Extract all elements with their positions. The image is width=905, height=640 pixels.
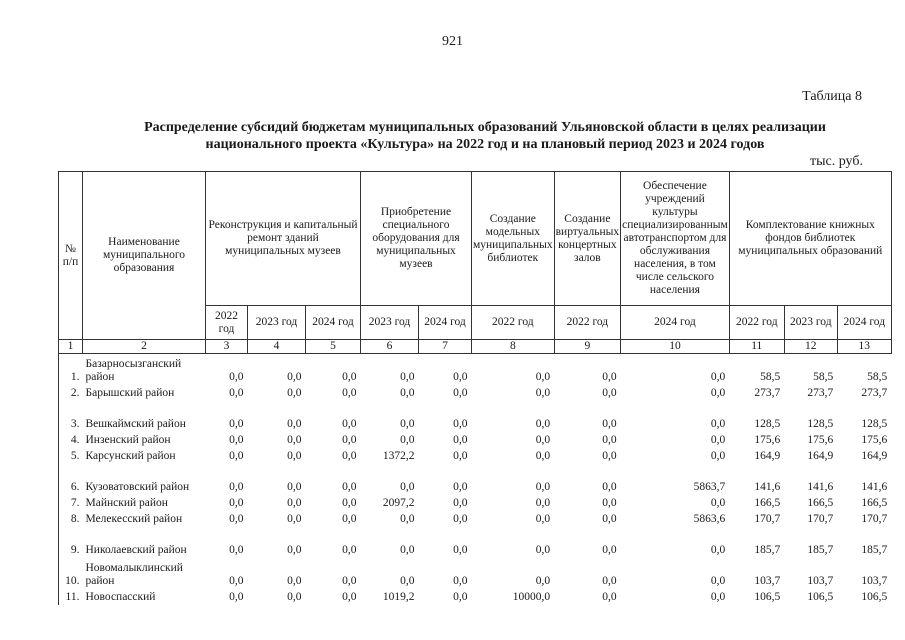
header-model-libraries: Создание модельных муниципальных библиотек [472, 172, 555, 306]
value-cell: 185,7 [861, 543, 888, 556]
value-cell: 141,6 [807, 480, 834, 493]
value-cell: 0,0 [602, 512, 617, 525]
value-cell: 0,0 [453, 433, 468, 446]
table-row [59, 558, 892, 589]
value-cell: 103,7 [861, 574, 888, 587]
value-cell: 0,0 [602, 496, 617, 509]
row-number: 5. [59, 448, 83, 464]
table-row [59, 385, 892, 401]
value-cell: 175,6 [807, 433, 834, 446]
value-cell: 0,0 [342, 574, 357, 587]
column-number: 13 [837, 340, 891, 354]
value-cell: 5863,7 [693, 480, 726, 493]
value-cell: 103,7 [754, 574, 781, 587]
table-row [59, 495, 892, 511]
value-cell: 0,0 [400, 574, 415, 587]
value-cell: 0,0 [710, 386, 726, 399]
value-cell: 1372,2 [382, 449, 415, 462]
row-number: 9. [59, 527, 83, 558]
column-number: 2 [83, 340, 206, 354]
header-year: 2024 год [306, 306, 361, 340]
value-cell: 0,0 [400, 433, 415, 446]
value-cell: 0,0 [287, 370, 302, 383]
value-cell: 106,5 [754, 590, 781, 603]
header-transport: Обеспечение учреждений культуры специализированным автотранспортом для обслуживания населения, в том числе сельского населения [621, 172, 730, 306]
value-cell: 164,9 [754, 449, 781, 462]
header-year: 2023 год [361, 306, 419, 340]
value-cell: 0,0 [453, 480, 468, 493]
title-line-1: Распределение субсидий бюджетам муниципальных образований Ульяновской области в целях реализации [144, 120, 826, 135]
value-cell: 2097,2 [382, 496, 415, 509]
value-cell: 0,0 [229, 449, 244, 462]
value-cell: 0,0 [535, 574, 551, 587]
title-line-2: национального проекта «Культура» на 2022 год и на плановый период 2023 и 2024 годов [205, 137, 765, 152]
value-cell: 0,0 [602, 480, 617, 493]
value-cell: 0,0 [602, 433, 617, 446]
value-cell: 0,0 [229, 480, 244, 493]
value-cell: 0,0 [342, 590, 357, 603]
value-cell: 58,5 [760, 370, 781, 383]
value-cell: 0,0 [342, 370, 357, 383]
municipality-name: Новоспасский [85, 590, 156, 603]
value-cell: 0,0 [287, 449, 302, 462]
table-row [59, 464, 892, 495]
header-year: 2024 год [419, 306, 472, 340]
value-cell: 141,6 [754, 480, 781, 493]
value-cell: 103,7 [807, 574, 834, 587]
header-reconstruction: Реконструкция и капитальный ремонт зданий муниципальных музеев [206, 172, 361, 306]
municipality-name: Мелекесский район [85, 512, 183, 525]
value-cell: 166,5 [861, 496, 888, 509]
row-number: 3. [59, 401, 83, 432]
value-cell: 0,0 [287, 433, 302, 446]
value-cell: 0,0 [602, 543, 617, 556]
column-number: 6 [361, 340, 419, 354]
row-number: 7. [59, 495, 83, 511]
municipality-name: Кузоватовский район [85, 480, 190, 493]
value-cell: 0,0 [453, 496, 468, 509]
value-cell: 170,7 [754, 512, 781, 525]
value-cell: 0,0 [602, 574, 617, 587]
value-cell: 0,0 [342, 449, 357, 462]
value-cell: 273,7 [754, 386, 781, 399]
header-virtual-halls: Создание виртуальных концертных залов [554, 172, 620, 306]
value-cell: 0,0 [453, 574, 468, 587]
value-cell: 0,0 [342, 480, 357, 493]
value-cell: 0,0 [287, 496, 302, 509]
value-cell: 0,0 [342, 496, 357, 509]
header-year: 2022 год [554, 306, 620, 340]
value-cell: 0,0 [535, 512, 551, 525]
value-cell: 0,0 [535, 386, 551, 399]
value-cell: 0,0 [602, 370, 617, 383]
header-year: 2022 год [729, 306, 784, 340]
column-number: 8 [472, 340, 555, 354]
value-cell: 0,0 [535, 496, 551, 509]
value-cell: 0,0 [535, 480, 551, 493]
page-number: 921 [442, 34, 463, 49]
value-cell: 164,9 [807, 449, 834, 462]
value-cell: 0,0 [602, 590, 617, 603]
municipality-name: Новомалыклинский район [85, 561, 183, 587]
value-cell: 0,0 [229, 386, 244, 399]
header-year: 2022 год [206, 306, 248, 340]
header-year: 2024 год [621, 306, 730, 340]
header-year: 2023 год [784, 306, 837, 340]
value-cell: 10000,0 [512, 590, 551, 603]
row-number: 10. [59, 558, 83, 589]
row-number: 8. [59, 511, 83, 527]
value-cell: 0,0 [287, 590, 302, 603]
value-cell: 0,0 [400, 386, 415, 399]
value-cell: 164,9 [861, 449, 888, 462]
value-cell: 0,0 [453, 417, 468, 430]
column-number: 12 [784, 340, 837, 354]
table-row [59, 511, 892, 527]
value-cell: 0,0 [342, 417, 357, 430]
value-cell: 166,5 [754, 496, 781, 509]
value-cell: 0,0 [287, 417, 302, 430]
value-cell: 0,0 [710, 370, 726, 383]
value-cell: 0,0 [287, 543, 302, 556]
value-cell: 128,5 [807, 417, 834, 430]
value-cell: 0,0 [229, 370, 244, 383]
value-cell: 175,6 [861, 433, 888, 446]
value-cell: 106,5 [807, 590, 834, 603]
row-number: 2. [59, 385, 83, 401]
value-cell: 0,0 [342, 512, 357, 525]
municipality-name: Майнский район [85, 496, 168, 509]
column-number: 5 [306, 340, 361, 354]
value-cell: 0,0 [602, 386, 617, 399]
value-cell: 0,0 [453, 449, 468, 462]
header-name: Наименование муниципального образования [83, 172, 206, 340]
value-cell: 273,7 [861, 386, 888, 399]
value-cell: 273,7 [807, 386, 834, 399]
value-cell: 0,0 [400, 370, 415, 383]
municipality-name: Барышский район [85, 386, 175, 399]
column-number: 4 [248, 340, 306, 354]
value-cell: 0,0 [535, 449, 551, 462]
value-cell: 166,5 [807, 496, 834, 509]
table-label: Таблица 8 [802, 89, 862, 104]
value-cell: 0,0 [229, 496, 244, 509]
table-row [59, 448, 892, 464]
row-number: 4. [59, 432, 83, 448]
value-cell: 0,0 [535, 417, 551, 430]
value-cell: 0,0 [287, 574, 302, 587]
value-cell: 128,5 [754, 417, 781, 430]
value-cell: 0,0 [710, 543, 726, 556]
value-cell: 0,0 [710, 433, 726, 446]
value-cell: 0,0 [535, 433, 551, 446]
value-cell: 106,5 [861, 590, 888, 603]
table-row [59, 527, 892, 558]
value-cell: 0,0 [602, 449, 617, 462]
municipality-name: Базарносызганский район [85, 357, 182, 383]
value-cell: 141,6 [861, 480, 888, 493]
value-cell: 175,6 [754, 433, 781, 446]
header-no: № п/п [59, 172, 83, 340]
value-cell: 0,0 [400, 417, 415, 430]
column-number: 9 [554, 340, 620, 354]
value-cell: 0,0 [342, 386, 357, 399]
value-cell: 0,0 [535, 543, 551, 556]
municipality-name: Карсунский район [85, 449, 176, 462]
header-year: 2024 год [837, 306, 891, 340]
value-cell: 5863,6 [693, 512, 726, 525]
value-cell: 0,0 [710, 417, 726, 430]
municipality-name: Николаевский район [85, 543, 187, 556]
row-number: 11. [59, 589, 83, 605]
table-row [59, 589, 892, 605]
value-cell: 0,0 [229, 543, 244, 556]
value-cell: 0,0 [710, 590, 726, 603]
table-row [59, 401, 892, 432]
value-cell: 0,0 [400, 512, 415, 525]
header-year: 2023 год [248, 306, 306, 340]
column-number: 7 [419, 340, 472, 354]
value-cell: 185,7 [807, 543, 834, 556]
unit-label: тыс. руб. [810, 154, 863, 169]
table-title [60, 119, 905, 153]
value-cell: 0,0 [229, 433, 244, 446]
value-cell: 1019,2 [382, 590, 415, 603]
value-cell: 170,7 [861, 512, 888, 525]
municipality-name: Инзенский район [85, 433, 171, 446]
value-cell: 0,0 [535, 370, 551, 383]
municipality-name: Вешкаймский район [85, 417, 186, 430]
column-number: 10 [621, 340, 730, 354]
value-cell: 0,0 [287, 386, 302, 399]
table-row [59, 354, 892, 385]
column-number: 11 [729, 340, 784, 354]
value-cell: 0,0 [400, 480, 415, 493]
row-number: 1. [59, 354, 83, 385]
row-number: 6. [59, 464, 83, 495]
table-row [59, 432, 892, 448]
header-equipment: Приобретение специального оборудования для муниципальных музеев [361, 172, 472, 306]
column-number: 3 [206, 340, 248, 354]
value-cell: 0,0 [453, 386, 468, 399]
value-cell: 0,0 [229, 512, 244, 525]
value-cell: 0,0 [453, 370, 468, 383]
column-number: 1 [59, 340, 83, 354]
value-cell: 0,0 [287, 480, 302, 493]
value-cell: 0,0 [342, 433, 357, 446]
value-cell: 0,0 [453, 512, 468, 525]
value-cell: 185,7 [754, 543, 781, 556]
value-cell: 0,0 [229, 590, 244, 603]
value-cell: 58,5 [867, 370, 888, 383]
value-cell: 0,0 [710, 574, 726, 587]
subsidy-table [58, 171, 892, 605]
value-cell: 0,0 [710, 449, 726, 462]
header-book-funds: Комплектование книжных фондов библиотек муниципальных образований [729, 172, 891, 306]
value-cell: 0,0 [453, 590, 468, 603]
value-cell: 0,0 [710, 496, 726, 509]
value-cell: 58,5 [813, 370, 834, 383]
header-year: 2022 год [472, 306, 555, 340]
value-cell: 0,0 [400, 543, 415, 556]
value-cell: 0,0 [453, 543, 468, 556]
value-cell: 128,5 [861, 417, 888, 430]
value-cell: 0,0 [602, 417, 617, 430]
value-cell: 170,7 [807, 512, 834, 525]
value-cell: 0,0 [229, 574, 244, 587]
value-cell: 0,0 [229, 417, 244, 430]
value-cell: 0,0 [342, 543, 357, 556]
value-cell: 0,0 [287, 512, 302, 525]
